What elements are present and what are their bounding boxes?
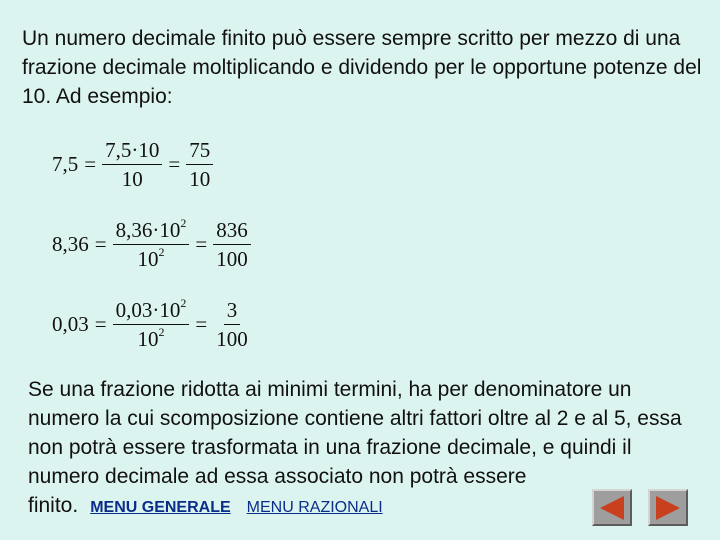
fraction-expanded	[111, 218, 192, 271]
previous-slide-button[interactable]	[592, 489, 632, 526]
equals-sign: =	[94, 232, 107, 256]
equals-sign: =	[195, 312, 208, 336]
fraction-expanded	[111, 298, 192, 351]
fraction-denominator: 100	[216, 327, 248, 351]
equation-lhs: 0,03	[52, 312, 89, 336]
fraction-numerator: 3	[224, 298, 241, 325]
equals-sign: =	[94, 312, 107, 336]
next-slide-button[interactable]	[648, 489, 688, 526]
fraction-expanded	[100, 138, 164, 191]
fraction-denominator: $10^2$	[137, 245, 165, 271]
fraction-decimal	[184, 138, 215, 191]
equation-lhs: 8,36	[52, 232, 89, 256]
intro-paragraph: Un numero decimale finito può essere sempre scritto per mezzo di una frazione decimale moltiplicando e dividendo per le opportune potenze del 10. Ad esempio:	[22, 27, 702, 108]
equals-sign: =	[168, 152, 181, 176]
fraction-denominator: $10^2$	[137, 325, 165, 351]
equation-lhs: 7,5	[52, 152, 79, 176]
example-equation-3	[52, 298, 253, 351]
menu-generale-link[interactable]: MENU GENERALE	[90, 499, 231, 516]
equals-sign: =	[84, 152, 97, 176]
fraction-numerator: 75	[186, 138, 213, 165]
fraction-numerator: 836	[213, 218, 251, 245]
equals-sign: =	[195, 232, 208, 256]
example-equation-2	[52, 218, 253, 271]
fraction-numerator: $8,36\cdot 10^2$	[113, 218, 190, 245]
fraction-denominator: 100	[216, 247, 248, 271]
menu-razionali-link[interactable]: MENU RAZIONALI	[246, 499, 383, 516]
fraction-denominator: 10	[121, 167, 143, 191]
conclusion-text: Se una frazione ridotta ai minimi termini, ha per denominatore un numero la cui scomposizione contiene altri fattori oltre al 2 e al 5, essa non potrà essere trasformata in una frazione decimale, e quindi il numero decimale ad essa associato non potrà essere finito.	[28, 378, 682, 517]
fraction-decimal	[211, 218, 253, 271]
arrow-right-icon	[654, 495, 682, 521]
example-equation-1	[52, 138, 215, 191]
arrow-left-icon	[598, 495, 626, 521]
fraction-decimal	[211, 298, 253, 351]
fraction-denominator: 10	[189, 167, 211, 191]
fraction-numerator: 7,5·10	[102, 138, 162, 165]
fraction-numerator: $0,03\cdot 10^2$	[113, 298, 190, 325]
